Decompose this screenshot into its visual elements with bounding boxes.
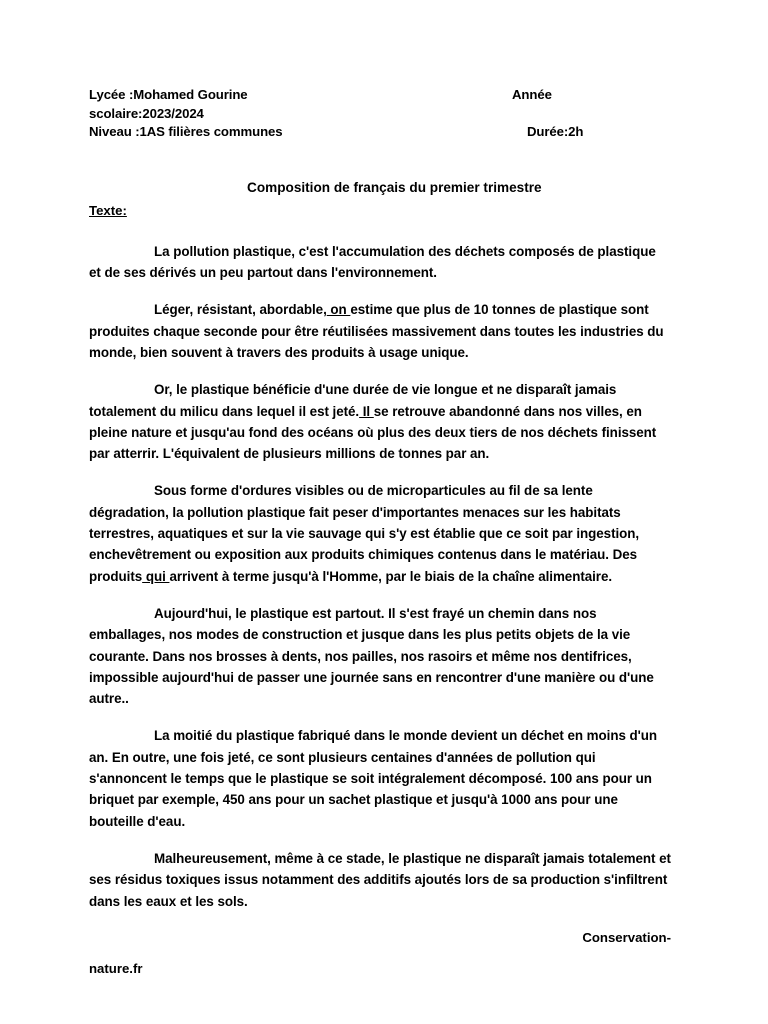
level-name: Niveau :1AS filières communes xyxy=(89,124,283,140)
source-line-2: nature.fr xyxy=(89,961,143,977)
paragraph-2 xyxy=(89,299,671,363)
source-attribution xyxy=(89,927,671,980)
paragraph-4-underlined-word: qui xyxy=(142,568,170,584)
paragraph-3-text-b: se retrouve abandonné dans nos villes, en pleine nature et jusqu'au fond des océans où plus des deux tiers de nos déchets finissent par atterrir. L'équivalent de plusieurs millions de tonnes par an. xyxy=(89,403,657,462)
document-header xyxy=(89,86,670,142)
header-row-level xyxy=(89,123,670,142)
school-name: Lycée :Mohamed Gourine xyxy=(89,87,248,102)
paragraph-3-underlined-word: Il xyxy=(359,403,374,419)
paragraph-1 xyxy=(89,241,671,284)
paragraph-1-text: La pollution plastique, c'est l'accumulation des déchets composés de plastique et de ses dérivés un peu partout dans l'environnement. xyxy=(89,243,656,281)
paragraph-7 xyxy=(89,848,671,912)
paragraph-2-underlined-word: on xyxy=(326,302,351,318)
paragraph-2-text-a: Léger, résistant, abordable, xyxy=(154,302,327,318)
paragraph-4 xyxy=(89,480,671,586)
exam-duration: Durée:2h xyxy=(527,124,584,140)
source-line-1: Conservation- xyxy=(582,929,671,945)
paragraph-3-text-a: Or, le plastique bénéficie d'une durée de vie longue et ne disparaît jamais totalement du milicu dans lequel il est jeté. xyxy=(89,382,617,419)
paragraph-6 xyxy=(89,725,671,831)
header-row-year xyxy=(89,105,670,124)
paragraph-4-text-a: Sous forme d'ordures visibles ou de microparticules au fil de sa lente dégradation, la pollution plastique fait peser d'importantes menaces sur les habitats terrestres, aquatiques et sur la vie sauvage qui s'y est établie que ce soit par ingestion, enchevêtrement ou exposition aux produits chimiques contenus dans le matériau. Des produits xyxy=(89,483,640,584)
school-year-label: Année xyxy=(512,87,552,102)
title-block xyxy=(89,178,670,221)
paragraph-6-text: La moitié du plastique fabriqué dans le monde devient un déchet en moins d'un an. En outre, une fois jeté, ce sont plusieurs centaines d'années de pollution qui s'annoncent le temps que le plastique se soit intégralement décomposé. 100 ans pour un briquet par exemple, 450 ans pour un sachet plastique et jusqu'à 1000 ans pour une bouteille d'eau. xyxy=(89,728,658,829)
header-row-school xyxy=(89,86,670,105)
paragraph-5 xyxy=(89,603,671,709)
texte-section-label: Texte: xyxy=(89,202,127,218)
paragraph-3 xyxy=(89,379,671,464)
paragraph-2-text-b: estime que plus de 10 tonnes de plastique sont produites chaque seconde pour être réutilisées massivement dans toutes les industries du monde, bien souvent à travers des produits à usage unique. xyxy=(89,302,664,360)
document-body xyxy=(89,241,671,912)
paragraph-7-text: Malheureusement, même à ce stade, le plastique ne disparaît jamais totalement et ses résidus toxiques issus notamment des additifs ajoutés lors de sa production s'infiltrent dans les eaux et les sols. xyxy=(89,850,671,909)
page-title: Composition de français du premier trimestre xyxy=(247,179,542,195)
paragraph-4-text-b: arrivent à terme jusqu'à l'Homme, par le biais de la chaîne alimentaire. xyxy=(169,568,613,584)
school-year-value: scolaire:2023/2024 xyxy=(89,105,204,121)
paragraph-5-text: Aujourd'hui, le plastique est partout. Il s'est frayé un chemin dans nos emballages, nos modes de construction et jusque dans les plus petits objets de la vie courante. Dans nos brosses à dents, nos pailles, nos rasoirs et même nos dentifrices, impossible aujourd'hui de passer une journée sans en rencontrer d'une manière ou d'une autre.. xyxy=(89,605,654,707)
